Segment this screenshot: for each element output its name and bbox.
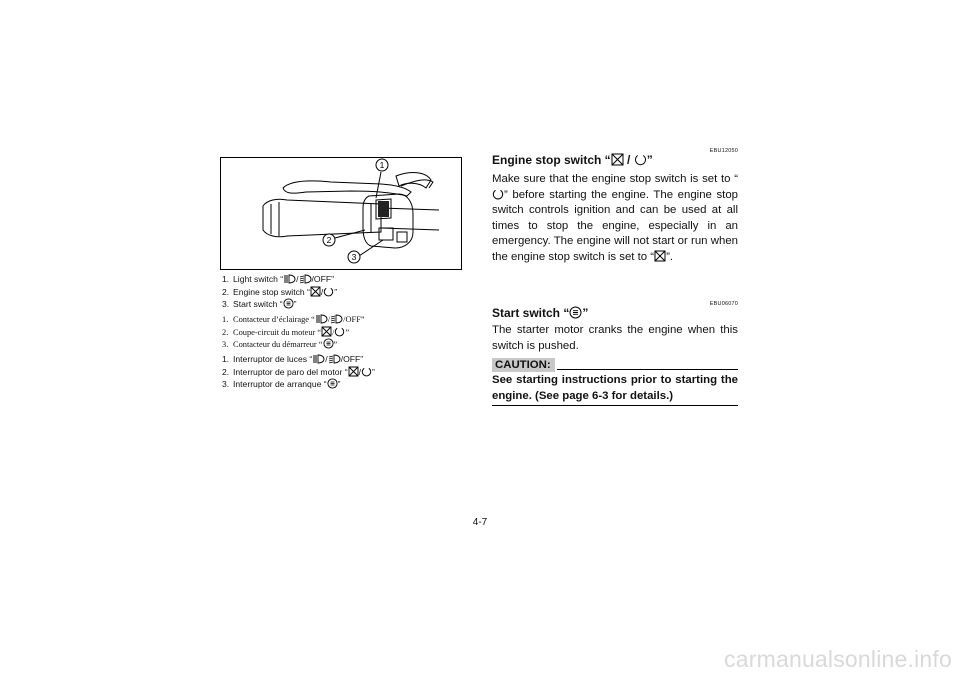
caption-es-3: 3. Interruptor de arranque “ ” <box>222 379 341 389</box>
section-code-ebu12050: EBU12050 <box>709 148 738 154</box>
caution-text: See starting instructions prior to starting the engine. (See page 6-3 for details.) <box>492 374 738 402</box>
headlight-low-icon <box>330 314 343 324</box>
caption-es-1: 1. Interruptor de luces “ / /OFF” <box>222 354 364 364</box>
callout-2: 2 <box>326 235 332 245</box>
caution-label: CAUTION: <box>492 358 555 372</box>
headlight-low-icon <box>328 354 341 364</box>
caption-fr-2: 2. Coupe-circuit du moteur “ / ” <box>222 328 350 337</box>
caption-en-3: 3. Start switch “ ” <box>222 299 297 309</box>
engine-stop-off-icon <box>310 286 321 297</box>
callout-3: 3 <box>351 252 357 262</box>
caption-en-2: 2. Engine stop switch “ / ” <box>222 287 338 297</box>
handlebar-switch-illustration <box>220 157 462 270</box>
section-code-ebu06070: EBU06070 <box>709 301 738 307</box>
heading-start-switch: Start switch “ ” <box>492 306 589 320</box>
caption-fr-3: 3. Contacteur du démarreur “ ” <box>222 340 338 349</box>
callout-1: 1 <box>379 160 385 170</box>
headlight-high-icon <box>312 354 325 364</box>
start-switch-paragraph: The starter motor cranks the engine when this switch is pushed. <box>492 324 738 352</box>
caution-header <box>492 355 738 373</box>
page-number: 4-7 <box>472 517 488 528</box>
caution-rule-bottom <box>492 405 738 406</box>
engine-run-icon <box>334 326 345 337</box>
engine-stop-off-icon <box>654 250 666 262</box>
heading-engine-stop-switch: Engine stop switch “ / ” <box>492 153 653 167</box>
headlight-low-icon <box>299 274 312 284</box>
engine-stop-paragraph: Make sure that the engine stop switch is set to “” before starting the engine. The engine stop switch controls ignition and can be used at all times to stop the engine, especially in an emergency. The engine will not start or run when the engine stop switch is set to “ ”. <box>492 173 738 263</box>
starter-icon <box>569 306 582 319</box>
engine-stop-off-icon <box>321 326 332 337</box>
headlight-high-icon <box>315 314 328 324</box>
engine-run-icon <box>361 366 372 377</box>
engine-stop-off-icon <box>611 153 624 166</box>
handlebar-drawing <box>221 158 461 269</box>
engine-run-icon <box>634 153 647 166</box>
starter-icon <box>283 298 294 309</box>
engine-run-icon <box>323 286 334 297</box>
engine-stop-off-icon <box>348 366 359 377</box>
starter-icon <box>327 378 338 389</box>
starter-icon <box>323 338 334 349</box>
caution-rule-top <box>557 369 738 370</box>
caption-es-2: 2. Interruptor de paro del motor “ / ” <box>222 367 375 377</box>
caption-fr-1: 1. Contacteur d’éclairage “ / /OFF” <box>222 315 365 324</box>
engine-run-icon <box>492 188 504 200</box>
headlight-high-icon <box>283 274 296 284</box>
watermark: carmanualsonline.info <box>724 646 952 672</box>
caption-en-1: 1. Light switch “ / /OFF” <box>222 274 334 284</box>
